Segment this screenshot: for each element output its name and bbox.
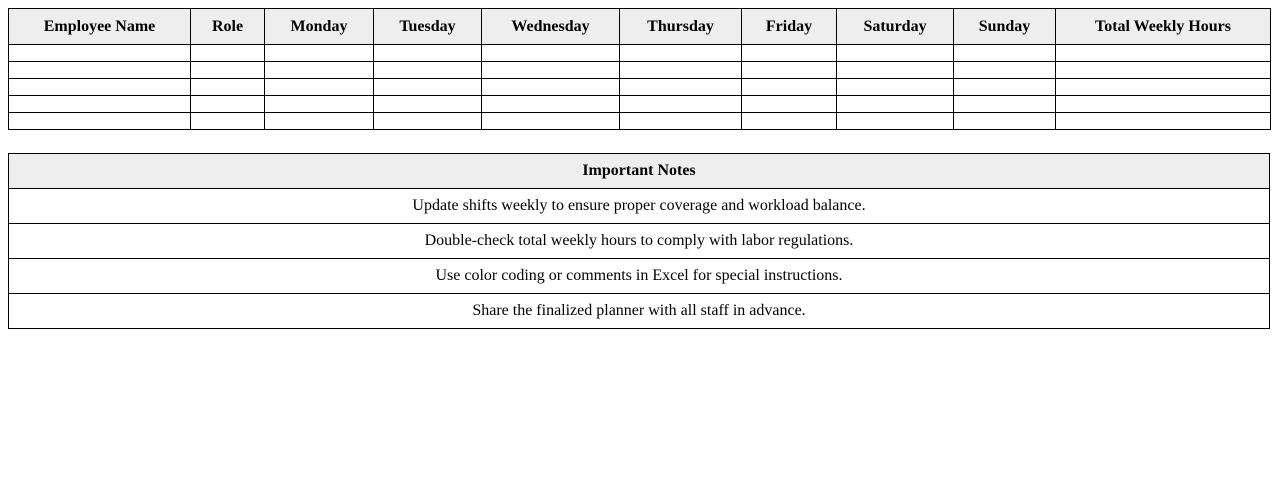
schedule-cell[interactable] [191, 79, 265, 96]
schedule-cell[interactable] [374, 45, 482, 62]
schedule-cell[interactable] [482, 113, 620, 130]
schedule-cell[interactable] [837, 79, 954, 96]
schedule-cell[interactable] [620, 79, 742, 96]
header-employee-name: Employee Name [9, 9, 191, 45]
note-item: Double-check total weekly hours to comply with labor regulations. [9, 224, 1270, 259]
schedule-cell[interactable] [837, 62, 954, 79]
schedule-cell[interactable] [620, 62, 742, 79]
note-item: Update shifts weekly to ensure proper coverage and workload balance. [9, 189, 1270, 224]
schedule-cell[interactable] [482, 79, 620, 96]
schedule-cell[interactable] [9, 113, 191, 130]
schedule-cell[interactable] [191, 62, 265, 79]
schedule-cell[interactable] [191, 45, 265, 62]
schedule-cell[interactable] [954, 62, 1056, 79]
header-sunday: Sunday [954, 9, 1056, 45]
header-friday: Friday [742, 9, 837, 45]
schedule-cell[interactable] [9, 62, 191, 79]
schedule-cell[interactable] [9, 96, 191, 113]
schedule-cell[interactable] [191, 96, 265, 113]
note-row [9, 224, 1270, 259]
schedule-cell[interactable] [1056, 45, 1271, 62]
schedule-body [9, 45, 1271, 130]
schedule-cell[interactable] [837, 45, 954, 62]
schedule-cell[interactable] [191, 113, 265, 130]
header-tuesday: Tuesday [374, 9, 482, 45]
schedule-cell[interactable] [742, 45, 837, 62]
schedule-cell[interactable] [742, 113, 837, 130]
schedule-cell[interactable] [374, 113, 482, 130]
schedule-cell[interactable] [620, 45, 742, 62]
schedule-cell[interactable] [954, 79, 1056, 96]
schedule-cell[interactable] [265, 96, 374, 113]
note-item: Share the finalized planner with all staff in advance. [9, 294, 1270, 329]
schedule-cell[interactable] [1056, 96, 1271, 113]
header-saturday: Saturday [837, 9, 954, 45]
header-monday: Monday [265, 9, 374, 45]
schedule-cell[interactable] [620, 96, 742, 113]
header-wednesday: Wednesday [482, 9, 620, 45]
schedule-cell[interactable] [954, 45, 1056, 62]
schedule-cell[interactable] [482, 45, 620, 62]
schedule-row [9, 62, 1271, 79]
header-role: Role [191, 9, 265, 45]
schedule-cell[interactable] [265, 45, 374, 62]
note-row [9, 189, 1270, 224]
schedule-cell[interactable] [482, 96, 620, 113]
schedule-cell[interactable] [837, 113, 954, 130]
schedule-row [9, 45, 1271, 62]
note-item: Use color coding or comments in Excel for special instructions. [9, 259, 1270, 294]
schedule-cell[interactable] [374, 79, 482, 96]
schedule-header-row [9, 9, 1271, 45]
schedule-cell[interactable] [1056, 113, 1271, 130]
schedule-row [9, 96, 1271, 113]
schedule-cell[interactable] [265, 79, 374, 96]
notes-title: Important Notes [9, 154, 1270, 189]
weekly-schedule-table [8, 8, 1271, 130]
schedule-cell[interactable] [742, 62, 837, 79]
schedule-cell[interactable] [742, 79, 837, 96]
schedule-cell[interactable] [9, 79, 191, 96]
schedule-cell[interactable] [265, 113, 374, 130]
schedule-cell[interactable] [482, 62, 620, 79]
schedule-cell[interactable] [742, 96, 837, 113]
schedule-cell[interactable] [620, 113, 742, 130]
schedule-cell[interactable] [954, 113, 1056, 130]
schedule-cell[interactable] [1056, 79, 1271, 96]
header-thursday: Thursday [620, 9, 742, 45]
schedule-cell[interactable] [374, 96, 482, 113]
schedule-cell[interactable] [9, 45, 191, 62]
header-total-weekly-hours: Total Weekly Hours [1056, 9, 1271, 45]
schedule-cell[interactable] [374, 62, 482, 79]
important-notes-table [8, 153, 1270, 329]
schedule-row [9, 79, 1271, 96]
schedule-cell[interactable] [954, 96, 1056, 113]
schedule-cell[interactable] [837, 96, 954, 113]
schedule-row [9, 113, 1271, 130]
schedule-cell[interactable] [1056, 62, 1271, 79]
note-row [9, 259, 1270, 294]
notes-header-row [9, 154, 1270, 189]
schedule-cell[interactable] [265, 62, 374, 79]
note-row [9, 294, 1270, 329]
